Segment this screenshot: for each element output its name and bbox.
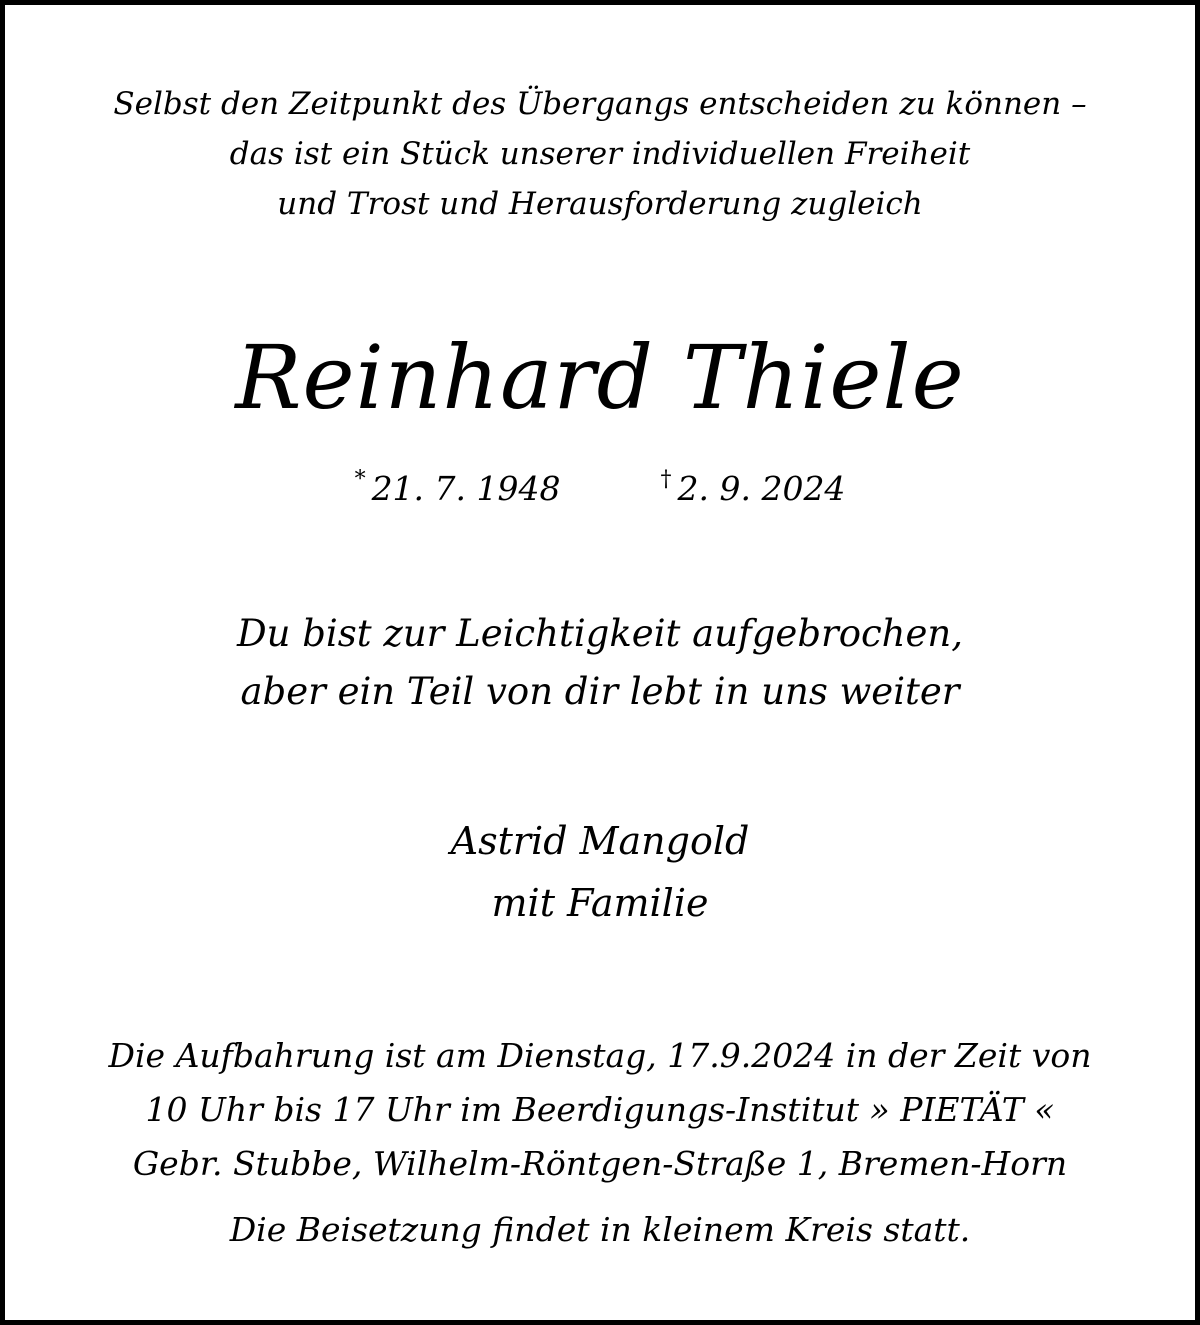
motto-line: Selbst den Zeitpunkt des Übergangs entscheiden zu können –	[113, 86, 1087, 122]
mourner-name: Astrid Mangold	[450, 819, 750, 863]
motto-quote	[5, 79, 1195, 229]
motto-line: und Trost und Herausforderung zugleich	[277, 186, 923, 222]
motto-line: das ist ein Stück unserer individuellen Freiheit	[229, 136, 971, 172]
viewing-info	[5, 1029, 1195, 1191]
death-date-group	[661, 455, 846, 514]
burial-info: Die Beisetzung findet in kleinem Kreis statt.	[229, 1210, 971, 1249]
life-dates	[5, 455, 1195, 514]
viewing-line: Gebr. Stubbe, Wilhelm-Röntgen-Straße 1, Bremen-Horn	[132, 1144, 1068, 1183]
verse-line: aber ein Teil von dir lebt in uns weiter	[240, 670, 960, 713]
viewing-line: 10 Uhr bis 17 Uhr im Beerdigungs-Institut » PIETÄT «	[145, 1090, 1055, 1129]
death-date: 2. 9. 2024	[677, 469, 846, 508]
birth-date-group	[355, 455, 561, 514]
deceased-name: Reinhard Thiele	[235, 326, 965, 429]
memorial-verse	[5, 605, 1195, 721]
verse-line: Du bist zur Leichtigkeit aufgebrochen,	[236, 612, 964, 655]
birth-date: 21. 7. 1948	[371, 469, 561, 508]
death-cross-icon: †	[660, 467, 672, 492]
mourner-family: mit Familie	[491, 881, 709, 925]
birth-star-icon: *	[354, 467, 366, 492]
mourners-signature	[5, 810, 1195, 934]
viewing-line: Die Aufbahrung ist am Dienstag, 17.9.2024 in der Zeit von	[108, 1036, 1092, 1075]
